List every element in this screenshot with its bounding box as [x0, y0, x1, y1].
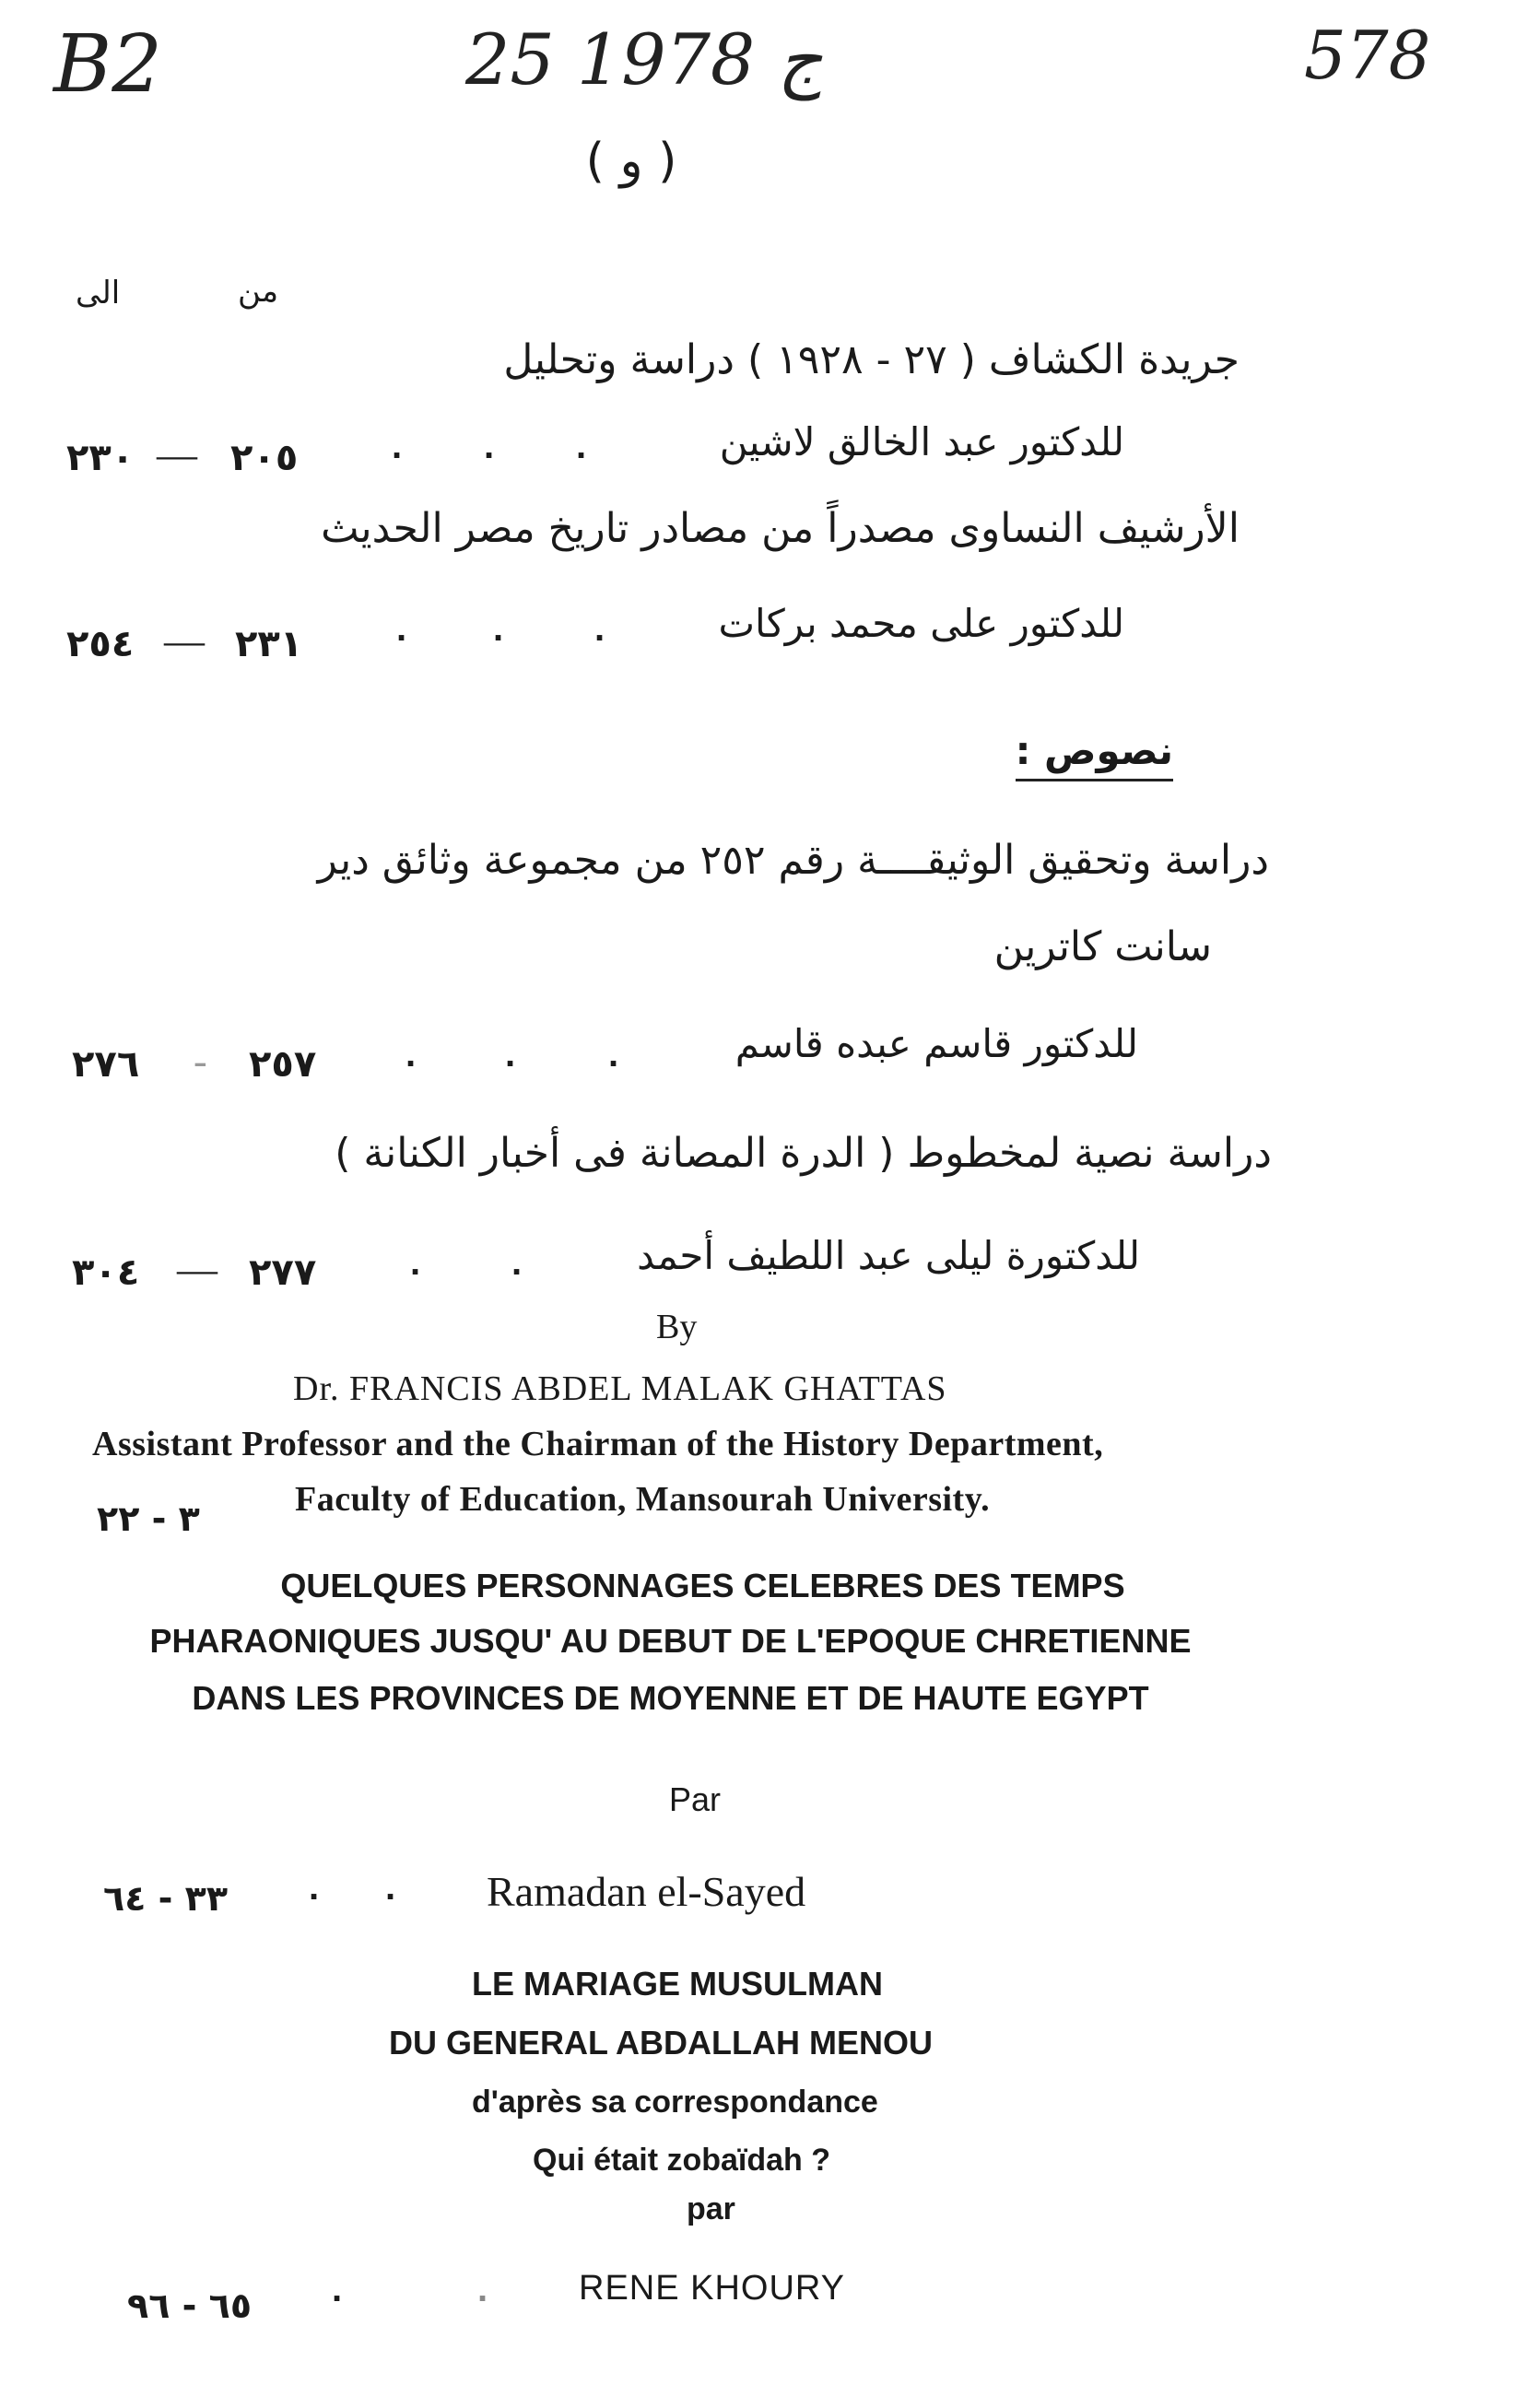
english-article-affiliation-1: Assistant Professor and the Chairman of the History Department,	[92, 1425, 1104, 1463]
french-article-1-author: Ramadan el-Sayed	[487, 1868, 806, 1915]
entry-1-author: للدكتور عبد الخالق لاشين	[719, 419, 1124, 464]
french-article-1-par: Par	[669, 1780, 722, 1818]
english-article-author: Dr. FRANCIS ABDEL MALAK GHATTAS	[293, 1369, 947, 1408]
entry-3-page-to: ٢٧٦	[72, 1043, 140, 1086]
french-article-2-title-line1: LE MARIAGE MUSULMAN	[472, 1965, 883, 2003]
entry-2-page-to: ٢٥٤	[66, 623, 135, 665]
page-marker: ( و )	[585, 134, 677, 189]
handwritten-code-left: B2	[53, 18, 162, 111]
leader-dot: .	[477, 2269, 488, 2309]
french-article-1-title-line1: QUELQUES PERSONNAGES CELEBRES DES TEMPS	[280, 1567, 1125, 1604]
entry-4-page-to: ٣٠٤	[72, 1251, 140, 1294]
entry-1-title: جريدة الكشاف ( ٢٧ - ١٩٢٨ ) دراسة وتحليل	[503, 336, 1240, 383]
entry-4-author: للدكتورة ليلى عبد اللطيف أحمد	[637, 1233, 1140, 1278]
english-article-affiliation-2: Faculty of Education, Mansourah University.	[295, 1480, 991, 1519]
english-article-by: By	[656, 1308, 698, 1346]
column-header-to: الى	[76, 275, 121, 311]
french-article-1-title-line2: PHARAONIQUES JUSQU' AU DEBUT DE L'EPOQUE CHRETIENNE	[149, 1622, 1192, 1660]
leader-dot: .	[332, 2269, 343, 2309]
page-range-separator: -	[194, 1039, 207, 1084]
leader-dot: .	[493, 608, 504, 649]
leader-dot: .	[484, 426, 495, 466]
french-article-2-pages: ٦٥ - ٩٦	[127, 2285, 253, 2326]
leader-dot: .	[594, 608, 605, 649]
french-article-2-author: RENE KHOURY	[579, 2269, 846, 2308]
leader-dot: .	[396, 608, 407, 649]
handwritten-date: 25 ج 1978	[465, 18, 823, 100]
french-article-2-subtitle2: Qui était zobaïdah ?	[533, 2143, 831, 2178]
leader-dot: .	[405, 1034, 417, 1075]
leader-dot: .	[392, 426, 403, 466]
french-article-2-par: par	[687, 2191, 735, 2226]
french-article-1-pages: ٣٣ - ٦٤	[103, 1878, 229, 1919]
page-range-separator: —	[157, 432, 197, 477]
entry-4-title: دراسة نصية لمخطوط ( الدرة المصانة فى أخبار الكنانة )	[335, 1130, 1272, 1177]
french-article-2-subtitle1: d'après sa correspondance	[472, 2085, 878, 2120]
entry-2-title: الأرشيف النساوى مصدراً من مصادر تاريخ مصر الحديث	[321, 505, 1240, 552]
entry-1-page-to: ٢٣٠	[66, 437, 135, 479]
french-article-2-title-line2: DU GENERAL ABDALLAH MENOU	[389, 2024, 933, 2061]
french-article-1-title-line3: DANS LES PROVINCES DE MOYENNE ET DE HAUTE EGYPT	[192, 1679, 1149, 1717]
entry-4-page-from: ٢٧٧	[249, 1251, 317, 1294]
leader-dot: .	[410, 1242, 421, 1283]
handwritten-code-right: 578	[1304, 17, 1431, 94]
entry-2-page-from: ٢٣١	[235, 623, 303, 665]
entry-3-title-line1: دراسة وتحقيق الوثيقــــة رقم ٢٥٢ من مجموعة وثائق دير	[317, 837, 1269, 884]
entry-1-page-from: ٢٠٥	[230, 437, 299, 479]
entry-3-author: للدكتور قاسم عبده قاسم	[734, 1021, 1138, 1066]
leader-dot: .	[511, 1242, 523, 1283]
leader-dot: .	[309, 1867, 320, 1908]
entry-2-author: للدكتور على محمد بركات	[718, 601, 1124, 646]
page-range-separator: —	[164, 618, 205, 664]
entry-3-page-from: ٢٥٧	[249, 1043, 317, 1086]
column-header-from: من	[238, 273, 279, 310]
leader-dot: .	[576, 426, 587, 466]
english-article-pages: ٣ - ٢٢	[97, 1498, 200, 1539]
entry-3-title-line2: سانت كاترين	[993, 923, 1212, 970]
page-range-separator: —	[177, 1247, 217, 1292]
leader-dot: .	[385, 1867, 396, 1908]
leader-dot: .	[608, 1034, 619, 1075]
leader-dot: .	[505, 1034, 516, 1075]
texts-heading: نصوص :	[1016, 728, 1173, 781]
